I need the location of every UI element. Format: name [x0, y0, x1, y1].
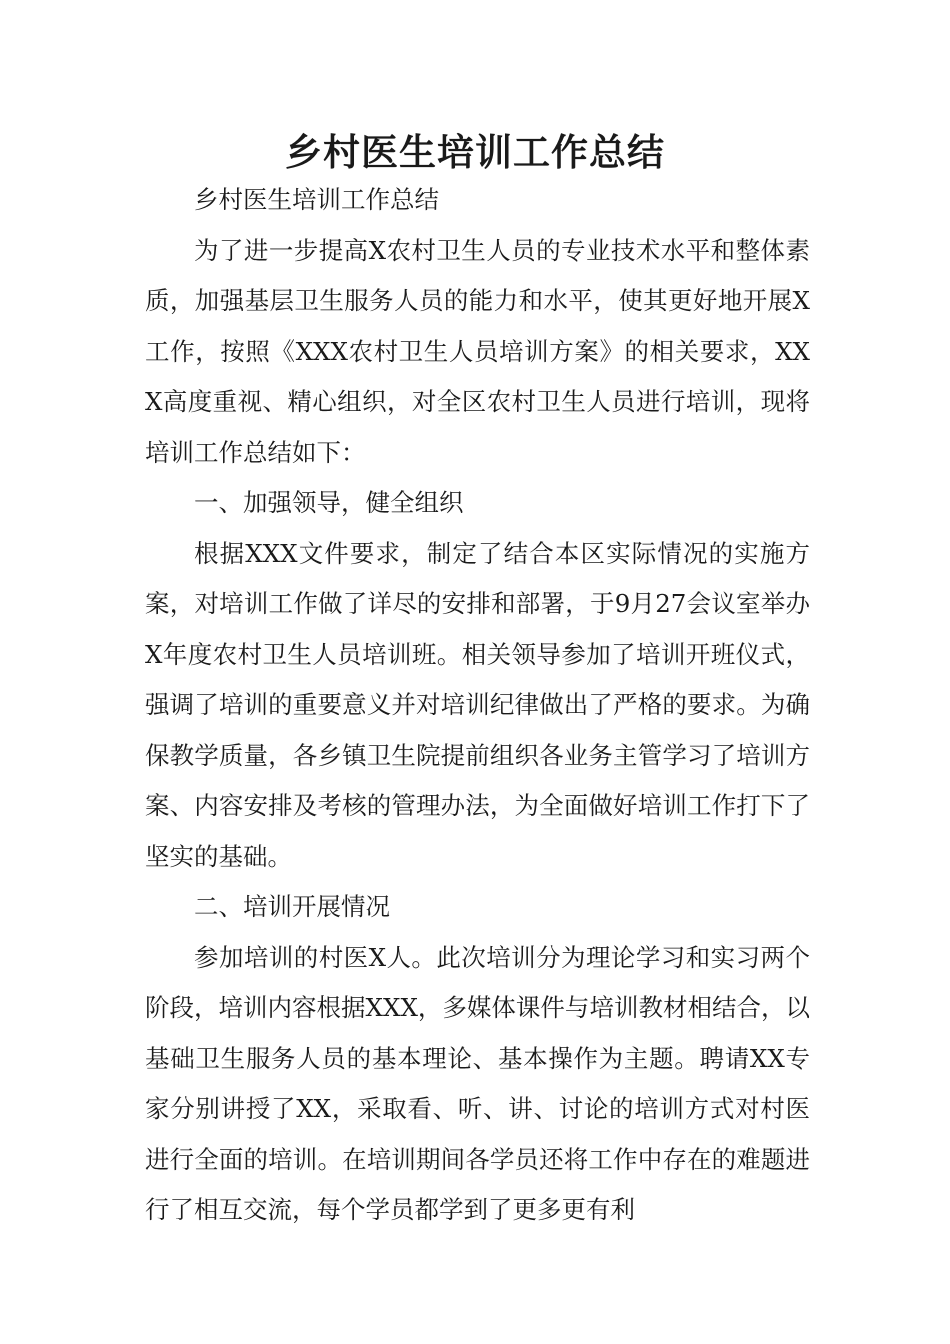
section-heading-2: 二、培训开展情况: [194, 892, 390, 921]
body-paragraph-1: 根据XXX文件要求，制定了结合本区实际情况的实施方案，对培训工作做了详尽的安排和部署，于9月27会议室举办X年度农村卫生人员培训班。相关领导参加了培训开班仪式，强调了培训的重要意义并对培训纪律做出了严格的要求。为确保教学质量，各乡镇卫生院提前组织各业务主管学习了培训方案、内容安排及考核的管理办法，为全面做好培训工作打下了坚实的基础。: [145, 538, 810, 871]
intro-paragraph: 为了进一步提高X农村卫生人员的专业技术水平和整体素质，加强基层卫生服务人员的能力和水平，使其更好地开展X工作，按照《XXX农村卫生人员培训方案》的相关要求，XXX高度重视、精心组织，对全区农村卫生人员进行培训，现将培训工作总结如下：: [145, 235, 810, 467]
subtitle-paragraph: 乡村医生培训工作总结: [194, 185, 439, 214]
document-body: [145, 175, 810, 1236]
document-title: 乡村医生培训工作总结: [285, 130, 665, 174]
section-heading-1: 一、加强领导，健全组织: [194, 488, 464, 517]
body-paragraph-2: 参加培训的村医X人。此次培训分为理论学习和实习两个阶段，培训内容根据XXX，多媒体课件与培训教材相结合，以基础卫生服务人员的基本理论、基本操作为主题。聘请XX专家分别讲授了XX，采取看、听、讲、讨论的培训方式对村医进行全面的培训。在培训期间各学员还将工作中存在的难题进行了相互交流，每个学员都学到了更多更有利: [145, 942, 810, 1224]
